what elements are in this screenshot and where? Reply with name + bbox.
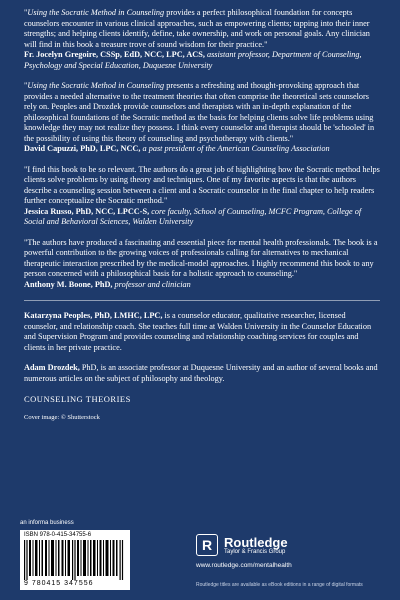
publisher-url: www.routledge.com/mentalhealth (196, 562, 292, 569)
quote-text: "The authors have produced a fascinating and essential piece for mental health professionals. The book is a powerful contribution to the growing voices of professionals calling for alternatives to mechanical therapeutic interaction prescribed by the medical-model approaches. I highly recommend this book to any person concerned with a philosophical basis for a holistic approach to counseling." (24, 237, 378, 278)
informa-tagline: an informa business (20, 520, 74, 526)
back-cover-footer (0, 520, 400, 600)
author-bio-1 (24, 311, 380, 353)
endorser-name: Anthony M. Boone, PhD, (24, 279, 113, 289)
barcode-digits: 9 780415 347556 (24, 580, 94, 587)
author-bio: PhD, is an associate professor at Duquesne University and an author of several books and numerous articles on the subject of philosophy and theology. (24, 363, 378, 383)
author-bio-2 (24, 363, 380, 384)
cover-credit: Cover image: © Shutterstock (24, 414, 100, 421)
endorsement-1: "Using the Socratic Method in Counseling provides a perfect philosophical foundation for concepts counselors encounter in various clinical approaches, such as empowering clients; tapping into their inner strengths; and helping clients identify, define, take ownership, and work on personal goals. Any clinician will find in this book a treasure trove of sound wisdom for their practice." Fr. Jocelyn Gregoire, CSSp, EdD, NCC, LPC, ACS, assistant professor, Department of Counseling, Psychology and Special Education, Duquesne University (24, 8, 370, 70)
endorsement-4 (24, 238, 380, 291)
back-cover-content (24, 8, 380, 421)
endorser-role: core faculty, School of Counseling, MCFC Program, College of Social and Behavioral Sciences, Walden University (24, 206, 362, 226)
endorser-name: Jessica Russo, PhD, NCC, LPCC-S, (24, 206, 150, 216)
book-title: Using the Socratic Method in Counseling (27, 81, 165, 90)
quote-text: provides a perfect philosophical foundation for concepts counselors encounter in various clinical approaches, such as empowering clients; tapping into their inner strengths; and helping clients identify, define, take ownership, and work on personal goals. Any clinician will find in this book a treasure trove of sound wisdom for their practice." (24, 8, 370, 49)
barcode-bars (24, 540, 126, 580)
subject-category: COUNSELING THEORIES (24, 394, 131, 404)
endorser-name: Fr. Jocelyn Gregoire, CSSp, EdD, NCC, LPC, ACS, (24, 50, 205, 59)
barcode (20, 530, 130, 590)
author-name: Katarzyna Peoples, PhD, LMHC, LPC, (24, 311, 163, 320)
endorser-role: assistant professor, Department of Counseling, Psychology and Special Education, Duquesne University (24, 50, 362, 70)
quote-text: "I find this book to be so relevant. The authors do a great job of highlighting how the Socratic method helps clients solve problems by using theory and techniques. One of my favorite aspects is that the authors describe a counseling session between a client and a Socratic counselor in the final chapter to help readers further conceptualize the Socratic method." (24, 164, 380, 205)
ebook-note: Routledge titles are available as eBook editions in a range of digital formats (196, 582, 363, 588)
publisher-logo (196, 534, 288, 556)
publisher-name: Routledge (224, 534, 288, 550)
endorser-role: professor and clinician (112, 279, 191, 289)
author-bio: is a counselor educator, qualitative researcher, licensed counselor, and relationship coach. She teaches full time at Walden University in the Counselor Education and Supervision Program and provides counseling and relationship coaching services for couples and clients in her private practice. (24, 311, 372, 352)
publisher-group: Taylor & Francis Group (224, 548, 286, 555)
routledge-logo-icon: R (196, 534, 218, 556)
isbn-label: ISBN 978-0-415-34755-6 (24, 532, 92, 538)
endorser-name: David Capuzzi, PhD, LPC, NCC, (24, 144, 141, 153)
divider (24, 300, 380, 301)
book-title: Using the Socratic Method in Counseling (27, 8, 165, 17)
author-name: Adam Drozdek, (24, 363, 80, 372)
endorsement-3 (24, 165, 380, 228)
endorsement-2: "Using the Socratic Method in Counseling presents a refreshing and thought-provoking approach that provides a needed alternative to the treatment theories that often comprise the theoretical sets counselors rely on. Peoples and Drozdek provide counselors and therapists with an in-depth explanation of the philosophical foundations of the Socratic method as the basis for helping clients solve life problems using knowledge they may not realize they possess. I think every counselor and therapist should be 'schooled' in the possibility of using this theory of counseling and psychotherapy with clients." David Capuzzi, PhD, LPC, NCC, a past president of the American Counseling Association (24, 81, 375, 153)
endorser-role: a past president of the American Counseling Association (140, 144, 330, 153)
quote-text: presents a refreshing and thought-provoking approach that provides a needed alternative to the treatment theories that often comprise the theoretical sets counselors rely on. Peoples and Drozdek provide counselors and therapists with an in-depth explanation of the philosophical foundations of the Socratic method as the basis for helping clients solve life problems using knowledge they may not realize they possess. I think every counselor and therapist should be 'schooled' in the possibility of using this theory of counseling and psychotherapy with clients." (24, 81, 375, 143)
